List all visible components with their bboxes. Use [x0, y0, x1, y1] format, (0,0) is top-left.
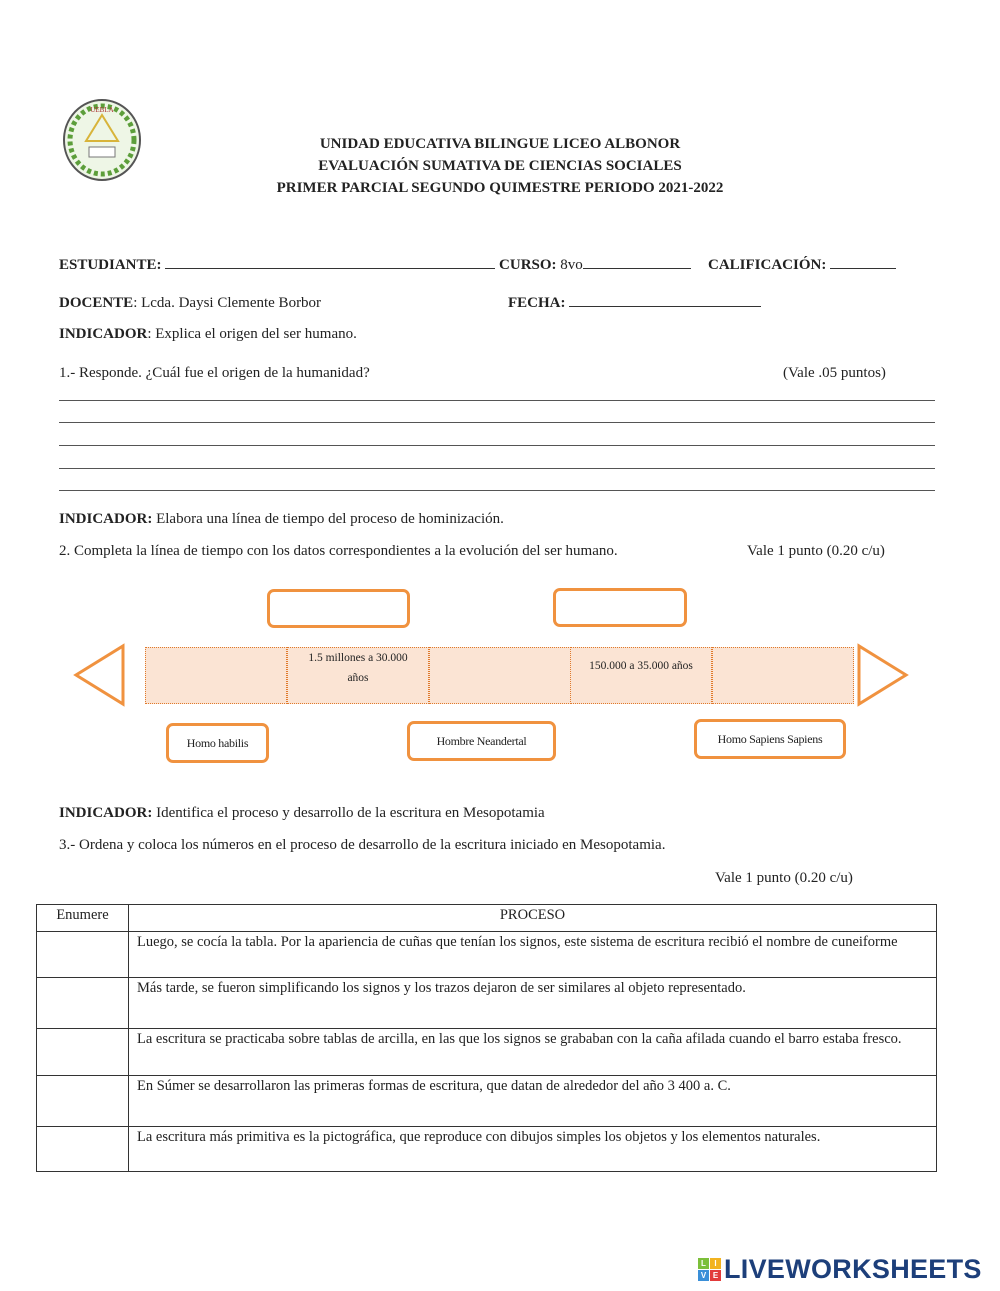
- indicator2-value: Elabora una línea de tiempo del proceso de hominización.: [152, 511, 504, 527]
- indicator3-label: INDICADOR:: [59, 805, 153, 821]
- table-row: [37, 978, 937, 1029]
- timeline-answer-box[interactable]: [553, 588, 687, 627]
- table-row: [37, 1029, 937, 1076]
- column-header-enumere: Enumere: [37, 905, 129, 932]
- course-field[interactable]: [583, 268, 691, 269]
- question-3: 3.- Ordena y coloca los números en el proceso de desarrollo de la escritura iniciado en Mesopotamia.: [59, 837, 666, 853]
- indicator3-value: Identifica el proceso y desarrollo de la escritura en Mesopotamia: [152, 805, 545, 821]
- timeline-cell: 150.000 a 35.000 años: [570, 647, 712, 704]
- student-label: ESTUDIANTE:: [59, 257, 162, 273]
- timeline-cell[interactable]: [145, 647, 287, 704]
- question-3-points: Vale 1 punto (0.20 c/u): [715, 870, 853, 886]
- table-row: [37, 1127, 937, 1172]
- grade-label: CALIFICACIÓN:: [708, 257, 827, 273]
- school-name: UNIDAD EDUCATIVA BILINGUE LICEO ALBONOR: [319, 136, 681, 152]
- exam-title: EVALUACIÓN SUMATIVA DE CIENCIAS SOCIALES: [318, 158, 682, 174]
- grade-field[interactable]: [830, 268, 896, 269]
- process-text: En Súmer se desarrollaron las primeras formas de escritura, que datan de alrededor del año 3 400 a. C.: [129, 1076, 937, 1127]
- arrow-right-icon: [855, 643, 910, 707]
- brand-name: LIVEWORKSHEETS: [724, 1254, 982, 1284]
- course-label: CURSO:: [499, 257, 557, 273]
- number-input[interactable]: [37, 1029, 129, 1076]
- question-2-points: Vale 1 punto (0.20 c/u): [747, 543, 885, 559]
- indicator2-label: INDICADOR:: [59, 511, 153, 527]
- live-badge-icon: L I V E: [698, 1258, 721, 1281]
- arrow-left-icon: [72, 643, 127, 707]
- column-header-proceso: PROCESO: [129, 905, 937, 932]
- teacher-value: : Lcda. Daysi Clemente Borbor: [133, 295, 322, 311]
- timeline-label-neandertal: Hombre Neandertal: [407, 721, 556, 761]
- table-row: [37, 1076, 937, 1127]
- number-input[interactable]: [37, 932, 129, 978]
- answer-line[interactable]: [59, 422, 935, 423]
- answer-line[interactable]: [59, 468, 935, 469]
- student-field[interactable]: [165, 268, 495, 269]
- answer-line[interactable]: [59, 445, 935, 446]
- question-2: 2. Completa la línea de tiempo con los datos correspondientes a la evolución del ser humano.: [59, 543, 618, 559]
- timeline-answer-box[interactable]: [267, 589, 410, 628]
- date-field[interactable]: [569, 306, 761, 307]
- process-table: [36, 904, 937, 1172]
- timeline-cell[interactable]: [712, 647, 854, 704]
- indicator1-label: INDICADOR: [59, 326, 148, 342]
- answer-line[interactable]: [59, 490, 935, 491]
- process-text: Luego, se cocía la tabla. Por la apariencia de cuñas que tenían los signos, este sistema de escritura recibió el nombre de cuneiforme: [129, 932, 937, 978]
- question-1-points: (Vale .05 puntos): [783, 365, 886, 381]
- svg-text:UEBLA: UEBLA: [90, 106, 114, 114]
- teacher-label: DOCENTE: [59, 295, 134, 311]
- process-text: La escritura se practicaba sobre tablas de arcilla, en las que los signos se grababan con la caña afilada cuando el barro estaba fresco.: [129, 1029, 937, 1076]
- exam-period: PRIMER PARCIAL SEGUNDO QUIMESTRE PERIODO 2021-2022: [276, 180, 724, 196]
- process-text: La escritura más primitiva es la pictográfica, que reproduce con dibujos simples los objetos y los elementos naturales.: [129, 1127, 937, 1172]
- timeline-label-homo-habilis: Homo habilis: [166, 723, 269, 763]
- date-label: FECHA:: [508, 295, 566, 311]
- course-value[interactable]: 8vo: [560, 257, 583, 273]
- number-input[interactable]: [37, 978, 129, 1029]
- answer-line[interactable]: [59, 400, 935, 401]
- liveworksheets-logo: [698, 1254, 982, 1285]
- timeline-cell: 1.5 millones a 30.000 años: [287, 647, 429, 704]
- indicator1-value: : Explica el origen del ser humano.: [147, 326, 357, 342]
- student-row: [59, 257, 691, 274]
- table-row: [37, 932, 937, 978]
- timeline-cell[interactable]: [429, 647, 571, 704]
- question-1: 1.- Responde. ¿Cuál fue el origen de la humanidad?: [59, 365, 370, 381]
- number-input[interactable]: [37, 1076, 129, 1127]
- process-text: Más tarde, se fueron simplificando los signos y los trazos dejaron de ser similares al objeto representado.: [129, 978, 937, 1029]
- number-input[interactable]: [37, 1127, 129, 1172]
- timeline-label-sapiens: Homo Sapiens Sapiens: [694, 719, 846, 759]
